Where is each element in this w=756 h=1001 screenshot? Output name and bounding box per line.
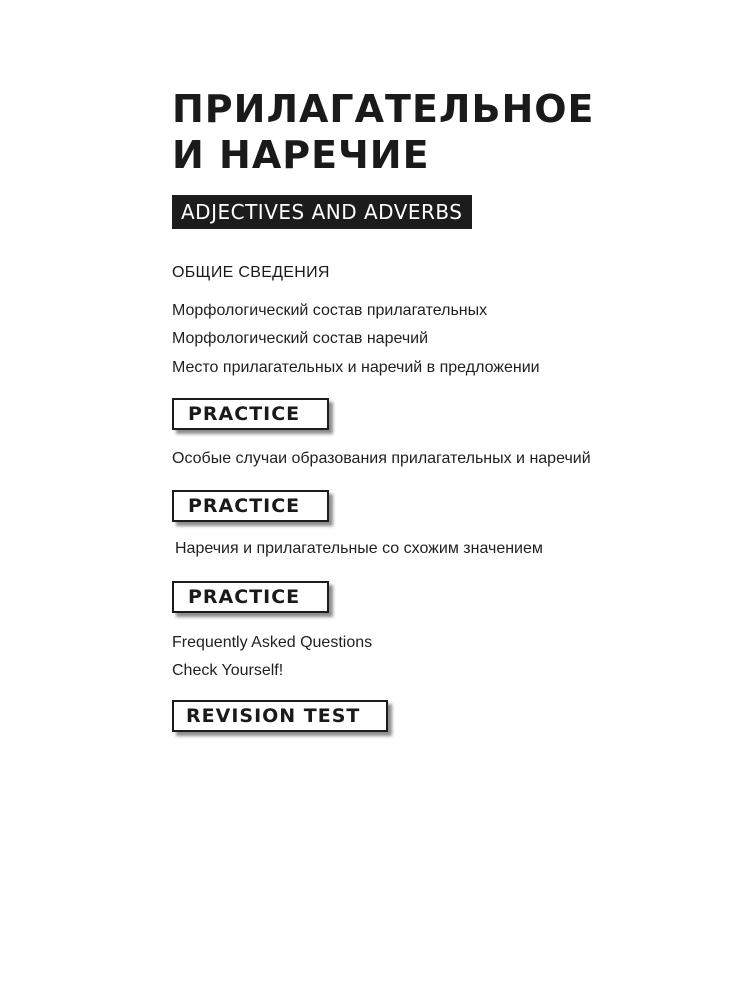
practice-tag-1: PRACTICE xyxy=(172,398,329,430)
toc-item-word-order: Место прилагательных и наречий в предложении xyxy=(172,359,540,376)
section-heading: ОБЩИЕ СВЕДЕНИЯ xyxy=(172,264,330,281)
toc-item-faq: Frequently Asked Questions xyxy=(172,634,373,651)
page-title-line-1: ПРИЛАГАТЕЛЬНОЕ xyxy=(172,87,595,131)
revision-test-tag: REVISION TEST xyxy=(172,700,388,732)
toc-item-check-yourself: Check Yourself! xyxy=(172,662,284,679)
subtitle-banner: ADJECTIVES AND ADVERBS xyxy=(172,195,472,229)
toc-item-special-cases: Особые случаи образования прилагательных и наречий xyxy=(172,450,591,467)
practice-tag-2: PRACTICE xyxy=(172,490,329,522)
practice-tag-3: PRACTICE xyxy=(172,581,329,613)
page-title xyxy=(172,86,595,178)
page-title-line-2: И НАРЕЧИЕ xyxy=(172,133,430,177)
toc-item-similar-meaning: Наречия и прилагательные со схожим значением xyxy=(175,540,543,557)
toc-item-adjective-morphology: Морфологический состав прилагательных xyxy=(172,302,488,319)
toc-item-adverb-morphology: Морфологический состав наречий xyxy=(172,330,429,347)
